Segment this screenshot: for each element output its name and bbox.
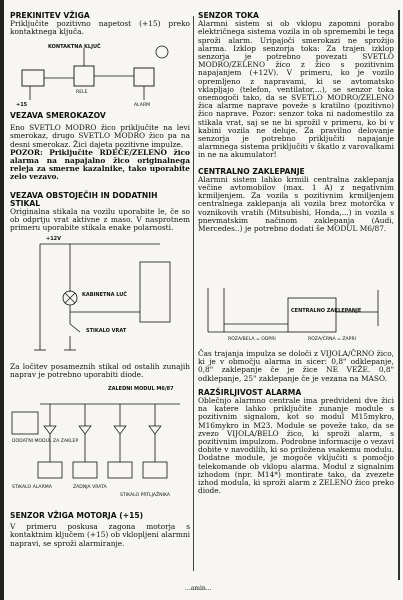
right-column bbox=[198, 12, 394, 233]
label-alarm-switch: STIKALO ALARMA bbox=[12, 485, 52, 490]
modules-diagram bbox=[10, 382, 190, 502]
left-column-3 bbox=[10, 363, 190, 379]
section-title-current-sensor: SENZOR TOKA bbox=[198, 11, 259, 20]
scan-edge bbox=[0, 0, 4, 600]
ignition-cut-diagram bbox=[10, 40, 190, 110]
section-text-engine-sensor: V primeru poskusa zagona motorja s kontaktnim ključem (+15) ob vklopljeni alarmni napravi, se sproži alarmiranje. bbox=[10, 522, 190, 548]
section-text-central-locking: Alarmni sistem lahko krmili centralna zaklepanja večine avtomobilov (max. 1 A) z negativnim krmiljenjem. Za vozila s pozitivnim krmiljenjem centralnega zaklepanja ali vozila brez motorčka v voznikovih vratih (Mitsubishi, Honda,...) in vozila s pnevmatskim načinom zaklepanja (Audi, Mercedes..) je potrebno dodati še MODUL M6/87. bbox=[198, 174, 394, 234]
section-text-ignition-cut: Priključite pozitivno napetost (+15) preko kontaktnega ključa. bbox=[10, 19, 190, 37]
label-relay: RELE bbox=[76, 90, 88, 95]
central-locking-diagram bbox=[198, 282, 394, 344]
label-switch: STIKALO VRAT bbox=[86, 328, 127, 334]
section-warning-indicators: POZOR: Priključite RDEČE/ZELENO žico alarma na napajalno žico originalnega releja za smerne kazalnike, tako uporabite zelo vezavo. bbox=[10, 147, 190, 182]
page-footer: ...amin... bbox=[185, 585, 212, 592]
section-title-expansion: RAZŠIRLJIVOST ALARMA bbox=[198, 387, 302, 397]
label-lamp: KABINETNA LUČ bbox=[82, 292, 127, 298]
section-text-switches: Originalna stikala na vozilu uporabite le, če so ob odprtju vrat aktivne z maso. V nasprotnem primeru uporabite stikala enake polarnosti. bbox=[10, 207, 190, 233]
label-trunk-switch: STIKALO PRTLJAŽNIKA bbox=[120, 493, 171, 498]
label-key: KONTAKTNA KLJUČ bbox=[48, 44, 101, 50]
section-title-switches: VEZAVA OBSTOJEČIH IN DODATNIH STIKAL bbox=[10, 190, 158, 208]
door-switch-diagram bbox=[10, 232, 190, 362]
label-pink-black: ROZA/ČRNA = ZAPRI bbox=[308, 337, 356, 342]
right-column-2 bbox=[198, 350, 394, 495]
section-text-expansion: Oblečnjo alarmno centrale ima predvideni dve žici na katere lahko priključite zunanje module s pozitivnim signalom, kot so modul M15mykro, M16mykro in M23. Module se poveže tako, da se zvezo VIJOLA/BELO žico, ki sproži alarm, s pozitivnim impulzom. Podrobne informacije o vezavi dobite v navodilih, ki so priložena vsakemu modulu. Dodatne module, je mogoče vključiti s pomočjo telekomande ob vklopu alarma. Modul z signalnim izhodom (npr. M14*) montirate tako, da zvezete izhod modula, ki sproži alarm z ZELENO žico preko diode. bbox=[198, 396, 394, 496]
impulse-duration-note: Čas trajanja impulza se določi z VIJOLA/ČRNO žico, ki je v območju alarma in sicer: 0,8" odklepanje, 0,8" zaklepanje če je žice NE VEŽE. 0,8" odklepanje, 25" zaklepanje če je vezana na MASO. bbox=[198, 349, 394, 383]
section-text-current-sensor: Alarmni sistem si ob vklopu zapomni porabo električnega sistema vozila in ob spremembi le tega sproži alarm. Uripajoči smerokazi ne sprožijo alarma. Izklop senzorja toka: Za trajen izklop senzorja je potrebno povezati SVETLO MODRO/ZELENO žico z žico s pozitivnim napajanjem (+12V). V primeru, ko je vozilo opremljeno z napravami, ki se avtomatsko vklapljajo (telefon, ventilator,...), se senzor toka onemogoči tako, da se SVETLO MODRO/ZELENO žica alarme naprave poveže s kratilno (pozitivno) žico naprave. Pozor: senzor toka ni nadomestilo za stikala vrat, saj se ne bi sprožil v primeru, ko bi v kabini vozila ne deluje. Za pravilno delovanje senzorja je potrebno priključiti napajanje alarmnega sistema priključiti v škatlo z varovalkami in ne na akumulator! bbox=[198, 19, 394, 160]
label-12v: +12V bbox=[46, 236, 62, 242]
label-plus15: +15 bbox=[16, 102, 28, 108]
label-locking-box: CENTRALNO ZAKLEPANJE bbox=[291, 308, 362, 314]
section-title-indicators: VEZAVA SMEROKAZOV bbox=[10, 111, 106, 120]
label-alarm: ALARM bbox=[134, 103, 151, 108]
diodes-note: Za ločitev posameznih stikal od ostalih zunajih naprav je potrebno uporabiti diode. bbox=[10, 362, 190, 380]
scan-edge-right bbox=[398, 10, 400, 580]
section-title-ignition-cut: PREKINITEV VŽIGA bbox=[10, 11, 90, 20]
label-rear-door: ZADNJA VRATA bbox=[73, 485, 107, 490]
column-divider bbox=[193, 16, 194, 571]
section-title-engine-sensor: SENZOR VŽIGA MOTORJA (+15) bbox=[10, 511, 144, 520]
label-extra-module: DODATNI MODUL ZA ZAKLEP bbox=[12, 439, 79, 444]
label-pink-white: ROZA/BELA = ODPRI bbox=[228, 337, 276, 342]
section-text-indicators: Eno SVETLO MODRO žico priključite na levi smerokaz, drugo SVETLO MODRO žico pa na desni smerokaz. Žici dajeta pozitivne impulze. bbox=[10, 123, 190, 149]
left-column bbox=[10, 12, 190, 37]
section-title-central-locking: CENTRALNO ZAKLEPANJE bbox=[198, 166, 305, 176]
left-column-4 bbox=[10, 512, 190, 548]
left-column-2 bbox=[10, 112, 190, 233]
label-module: ZALEDNI MODUL M6/87 bbox=[108, 386, 174, 392]
